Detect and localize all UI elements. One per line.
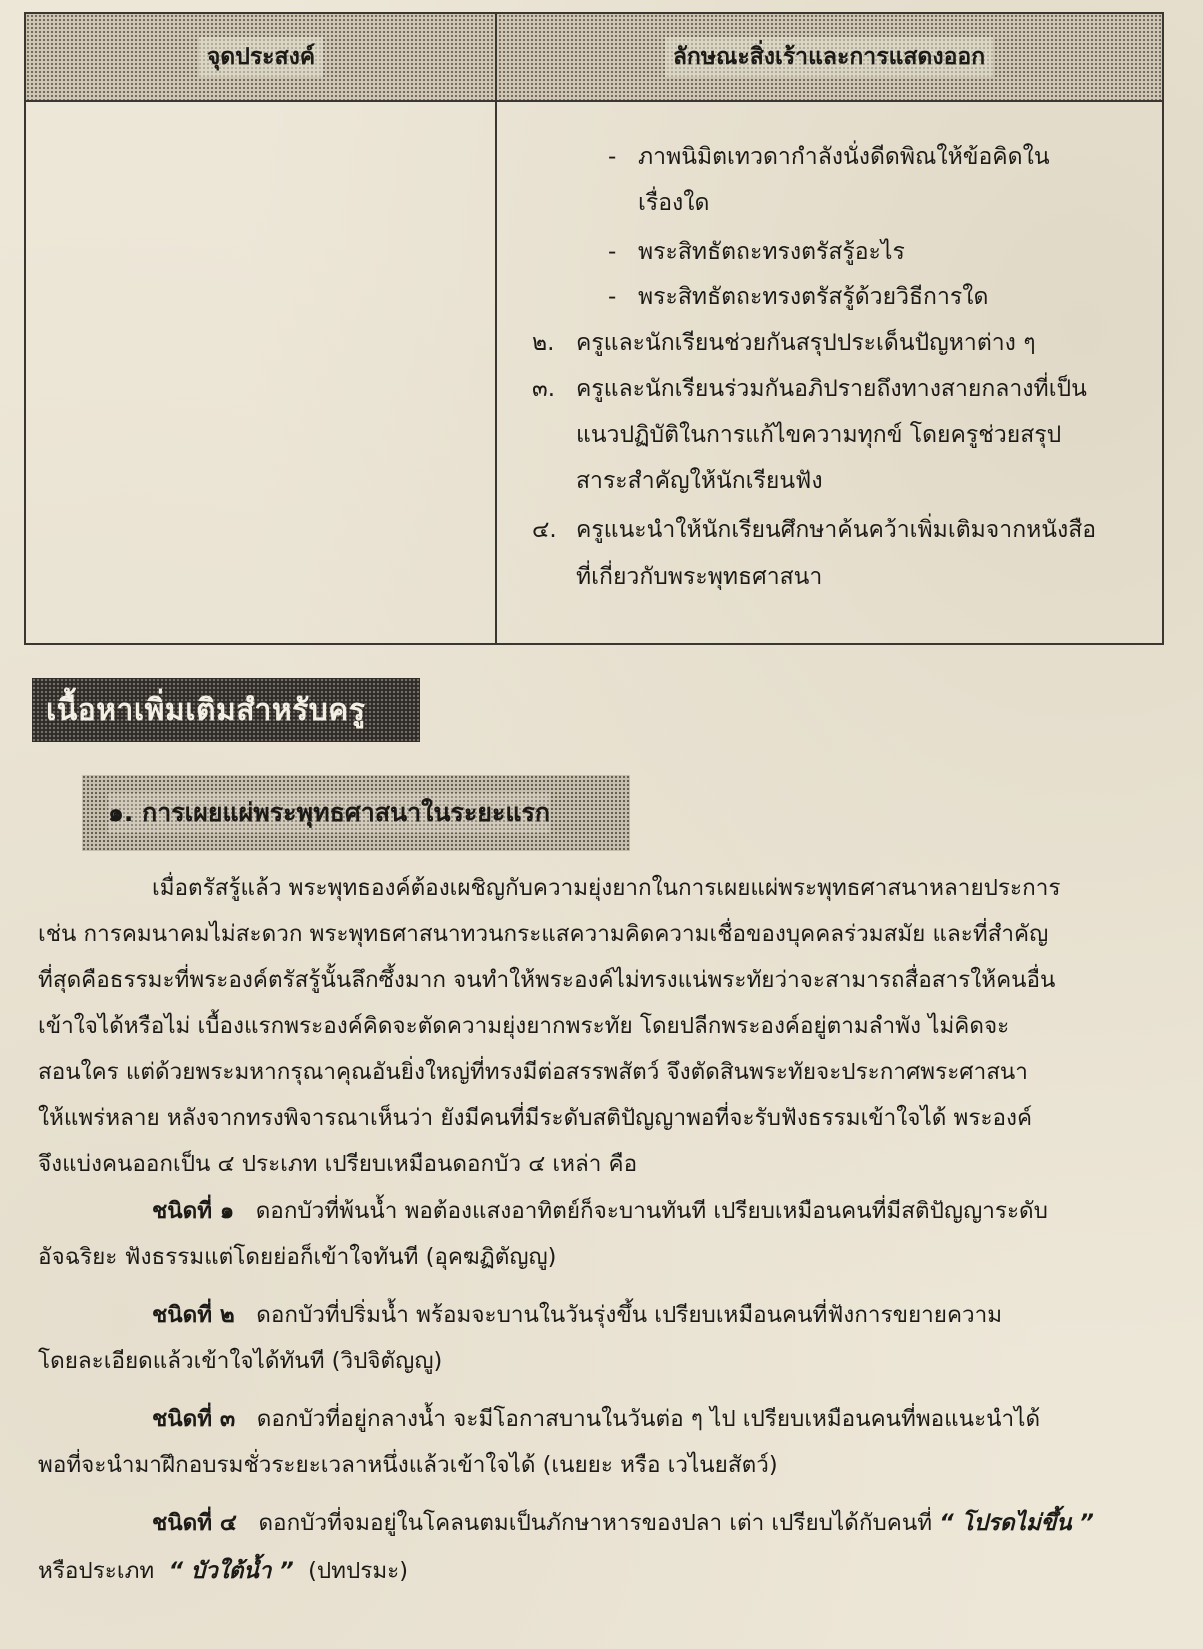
item-number: ๓. <box>532 376 556 402</box>
paragraph-line: เมื่อตรัสรู้แล้ว พระพุทธองค์ต้องเผชิญกับความยุ่งยากในการเผยแผ่พระพุทธศาสนาหลายประการ <box>152 875 1061 901</box>
lotus-type-4-cont <box>38 1556 408 1586</box>
header-objectives: จุดประสงค์ <box>26 14 496 100</box>
lotus-type-1 <box>152 1196 1048 1226</box>
lotus-type-3 <box>152 1404 1040 1434</box>
type-text: ดอกบัวที่อยู่กลางน้ำ จะมีโอกาสบานในวันต่อ ๆ ไป เปรียบเหมือนคนที่พอแนะนำได้ <box>256 1406 1041 1432</box>
paragraph-line: เข้าใจได้หรือไม่ เบื้องแรกพระองค์คิดจะตัดความยุ่งยากพระทัย โดยปลีกพระองค์อยู่ตามลำพัง ไม่คิดจะ <box>38 1013 1010 1039</box>
type-label: ชนิดที่ ๔ <box>152 1510 237 1536</box>
type-text: ดอกบัวที่พ้นน้ำ พอต้องแสงอาทิตย์ก็จะบานทันที เปรียบเหมือนคนที่มีสติปัญญาระดับ <box>255 1198 1048 1224</box>
paragraph-line: เช่น การคมนาคมไม่สะดวก พระพุทธศาสนาทวนกระแสความคิดความเชื่อของบุคคลร่วมสมัย และที่สำคัญ <box>38 921 1049 947</box>
lotus-type-2 <box>152 1300 1002 1330</box>
numbered-line: ครูและนักเรียนช่วยกันสรุปประเด็นปัญหาต่าง ๆ <box>576 330 1036 356</box>
quote-text: “ โปรดไม่ขึ้น ” <box>939 1510 1094 1536</box>
bullet-line: พระสิทธัตถะทรงตรัสรู้อะไร <box>638 239 905 265</box>
numbered-line: ที่เกี่ยวกับพระพุทธศาสนา <box>576 564 823 590</box>
bullet-line: พระสิทธัตถะทรงตรัสรู้ด้วยวิธีการใด <box>638 284 989 310</box>
type-text: (ปทปรมะ) <box>308 1558 409 1584</box>
type-text: ดอกบัวที่จมอยู่ในโคลนตมเป็นภักษาหารของปลา เต่า เปรียบได้กับคนที่ <box>258 1510 933 1536</box>
bullet-dash: - <box>608 284 617 310</box>
paragraph-line: ที่สุดคือธรรมะที่พระองค์ตรัสรู้นั้นลึกซึ้งมาก จนทำให้พระองค์ไม่ทรงแน่พระทัยว่าจะสามารถสื่อสารให้คนอื่น <box>38 967 1056 993</box>
type-label: ชนิดที่ ๓ <box>152 1406 236 1432</box>
quote-text: “ บัวใต้น้ำ ” <box>168 1558 294 1584</box>
bullet-line: เรื่องใด <box>638 190 710 216</box>
item-number: ๒. <box>532 330 555 356</box>
bullet-dash: - <box>608 239 617 265</box>
paragraph-line: ให้แพร่หลาย หลังจากทรงพิจารณาเห็นว่า ยังมีคนที่มีระดับสติปัญญาพอที่จะรับฟังธรรมเข้าใจได้ พระองค์ <box>38 1105 1033 1131</box>
table-header <box>26 14 1162 102</box>
section-heading: ๑. การเผยแผ่พระพุทธศาสนาในระยะแรก <box>82 775 630 851</box>
table-body-right <box>496 102 1162 643</box>
type-text: ดอกบัวที่ปริ่มน้ำ พร้อมจะบานในวันรุ่งขึ้น เปรียบเหมือนคนที่ฟังการขยายความ <box>256 1302 1003 1328</box>
paragraph-line: โดยละเอียดแล้วเข้าใจได้ทันที (วิปจิตัญญู) <box>38 1348 443 1374</box>
numbered-line: แนวปฏิบัติในการแก้ไขความทุกข์ โดยครูช่วยสรุป <box>576 422 1062 448</box>
bullet-dash: - <box>608 144 617 170</box>
item-number: ๔. <box>532 517 557 543</box>
numbered-line: ครูแนะนำให้นักเรียนศึกษาค้นคว้าเพิ่มเติมจากหนังสือ <box>576 517 1097 543</box>
paragraph-line: อัจฉริยะ ฟังธรรมแต่โดยย่อก็เข้าใจทันที (อุคฆฏิตัญญู) <box>38 1244 557 1270</box>
paragraph-line: พอที่จะนำมาฝึกอบรมชั่วระยะเวลาหนึ่งแล้วเข้าใจได้ (เนยยะ หรือ เวไนยสัตว์) <box>38 1452 778 1478</box>
numbered-line: สาระสำคัญให้นักเรียนฟัง <box>576 468 823 494</box>
lotus-type-4 <box>152 1508 1094 1538</box>
teacher-content-banner: เนื้อหาเพิ่มเติมสำหรับครู <box>32 678 420 742</box>
paragraph-line: จึงแบ่งคนออกเป็น ๔ ประเภท เปรียบเหมือนดอกบัว ๔ เหล่า คือ <box>38 1151 638 1177</box>
paragraph-line: สอนใคร แต่ด้วยพระมหากรุณาคุณอันยิ่งใหญ่ที่ทรงมีต่อสรรพสัตว์ จึงตัดสินพระทัยจะประกาศพระศาสนา <box>38 1059 1028 1085</box>
type-text: หรือประเภท <box>38 1558 155 1584</box>
header-stimulus: ลักษณะสิ่งเร้าและการแสดงออก <box>496 14 1162 100</box>
bullet-line: ภาพนิมิตเทวดากำลังนั่งดีดพิณให้ข้อคิดใน <box>638 144 1050 170</box>
lesson-table <box>24 12 1164 645</box>
type-label: ชนิดที่ ๑ <box>152 1198 235 1224</box>
type-label: ชนิดที่ ๒ <box>152 1302 235 1328</box>
numbered-line: ครูและนักเรียนร่วมกันอภิปรายถึงทางสายกลางที่เป็น <box>576 376 1087 402</box>
